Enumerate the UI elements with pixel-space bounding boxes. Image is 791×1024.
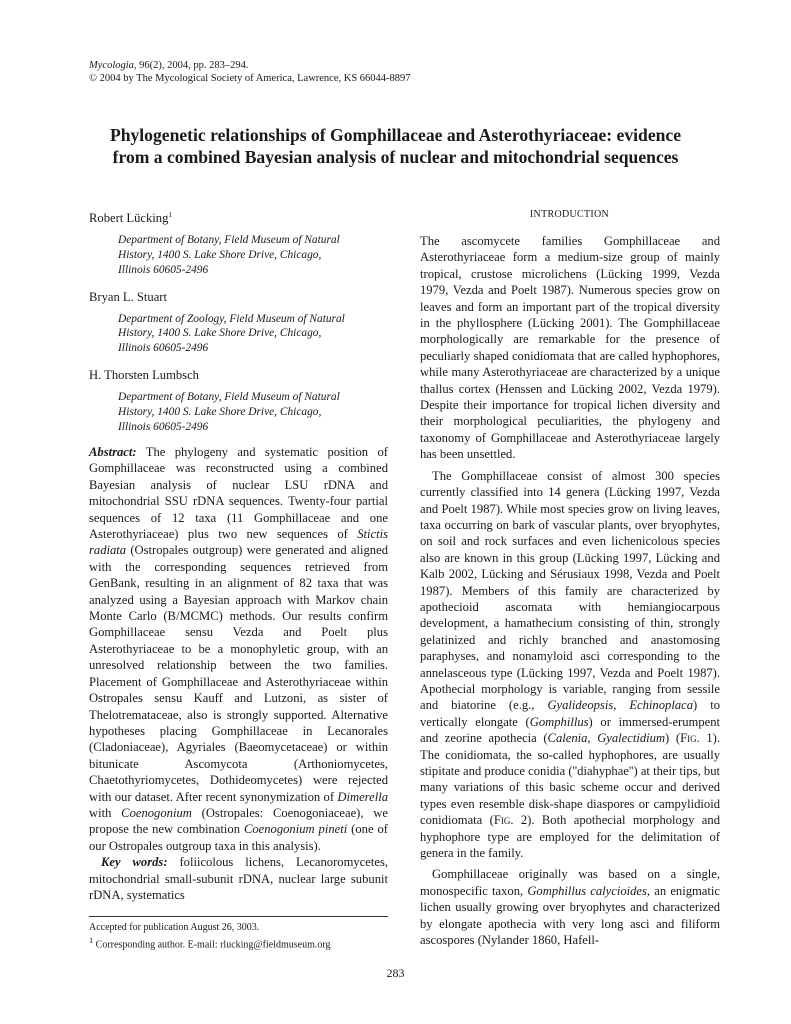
corresponding-note: $^1$ Corresponding author. E-mail: rlucking@fieldmuseum.org [89, 936, 331, 951]
abstract [89, 444, 388, 903]
introduction-text [420, 233, 720, 948]
accepted-note: Accepted for publication August 26, 3003. [89, 922, 260, 933]
abstract-text: Abstract: The phylogeny and systematic position of Gomphillaceae was reconstructed using a combined Bayesian analysis of nuclear LSU rDNA and mitochondrial SSU rDNA sequences. Twenty-four partial sequences of 12 taxa (11 Gomphillaceae and one Asterothyriaceae) plus two new sequences of Stictis radiata (Ostropales outgroup) were generated and aligned with the corresponding sequences retrieved from GenBank, resulting in an alignment of 82 taxa that was analyzed using a Bayesian approach with Markov chain Monte Carlo (B/MCMC) methods. Our results confirm Gomphillaceae sensu Vezda and Poelt plus Asterothyriaceae to be a monophyletic group, with an unresolved relationship between the two families. Placement of Gomphillaceae and Asterothyriaceae within Ostropales sensu Kauff and Lutzoni, as sister of Thelotremataceae, also is strongly supported. Alternative hypotheses placing Gomphillaceae in Lecanorales (Cladoniaceae), Agyriales (Baeomycetaceae) or within bitunicate Ascomycota (Arthoniomycetes, Chaetothyriomycetes, Dothideomycetes) were rejected with our dataset. After recent synonymization of Dimerella with Coenogonium (Ostropales: Coenogoniaceae), we propose the new combination Coenogonium pineti (one of our Ostropales outgroup taxa in this analysis). [89, 445, 388, 853]
copyright-line: © 2004 by The Mycological Society of America, Lawrence, KS 66044-8897 [89, 73, 411, 84]
key-words-label: Key words: [101, 855, 168, 870]
key-words: Key words: foliicolous lichens, Lecanoromycetes, mitochondrial small-subunit rDNA, nuclear large subunit rDNA, systematics [89, 855, 388, 902]
page-number: 283 [386, 966, 405, 980]
footnotes [89, 916, 388, 951]
author-affiliation: Department of Botany, Field Museum of Natural History, 1400 S. Lake Shore Drive, Chicago, Illinois 60605-2496 [118, 390, 340, 433]
author-block [89, 368, 389, 434]
author-name: Robert Lücking$^1$ [89, 210, 173, 226]
paragraph: The ascomycete families Gomphillaceae and Asterothyriaceae form a medium-size group of mainly tropical, crustose microlichens (Lücking 1999, Vezda 1979, Vezda and Poelt 1987). Numerous species grow on leaves and form an important part of the tropical diversity in the phyllosphere (Lücking 2001). The Gomphillaceae morphologically are remarkable for the presence of peculiarly shaped conidiomata that are called hyphophores, while many Asterothyriaceae are characterized by a unique thallus cortex (Henssen and Lücking 2002, Vezda 1979). Despite their importance for tropical lichen diversity and their morphological peculiarities, the phylogeny and taxonomy of Gomphillaceae and Asterothyriaceae largely has been unsettled. [420, 234, 720, 462]
figure-ref: Fig. 1 [680, 731, 713, 746]
section-heading: INTRODUCTION [529, 209, 610, 220]
author-affiliation: Department of Botany, Field Museum of Natural History, 1400 S. Lake Shore Drive, Chicago, Illinois 60605-2496 [118, 234, 340, 276]
author-affiliation: Department of Zoology, Field Museum of Natural History, 1400 S. Lake Shore Drive, Chicago, Illinois 60605-2496 [118, 312, 345, 355]
paragraph: The Gomphillaceae consist of almost 300 species currently classified into 14 genera (Lücking 1997, Vezda and Poelt 1987). While most species grow on living leaves, taxa occurring on bark of vascular plants, over bryophytes, on soil and rock surfaces and even lichenicolous species also are known in this group (Lücking 1997, Lücking and Kalb 2002, Lücking and Sérusiaux 1998, Vezda and Poelt 1987). Members of this family are characterized by apothecioid ascomata with hemiangiocarpous development, a hamathecium consisting of thin, strongly gelatinized and richly branched and anastomosing paraphyses, and nonamyloid asci corresponding to the annelasceous type (Lücking 1997, Vezda and Poelt 1987). Apothecial morphology is variable, ranging from sessile and biatorine (e.g., Gyalideopsis, Echinoplaca) to vertically elongate (Gomphillus) or immersed-erumpent and zeorine apothecia (Calenia, Gyalectidium) (Fig. 1). The conidiomata, the so-called hyphophores, are usually stipitate and produce conidia (''diahyphae'') at their tips, but many variations of this basic scheme occur and derived types even resemble disk-shape diaspores or campylidioid conidiomata (Fig. 2). Both apothecial morphology and hyphophore type are employed for the delimitation of genera in the family. [420, 468, 720, 861]
author-name: Bryan L. Stuart [89, 289, 167, 304]
figure-ref: Fig. 2 [493, 813, 528, 828]
author-block [89, 207, 389, 278]
journal-header [89, 59, 411, 85]
author-name: H. Thorsten Lumbsch [89, 367, 199, 382]
abstract-label: Abstract: [89, 445, 137, 459]
author-list [89, 207, 389, 446]
citation-line: Mycologia, 96(2), 2004, pp. 283–294. [89, 60, 249, 71]
paper-title: Phylogenetic relationships of Gomphillaceae and Asterothyriaceae: evidence from a combined Bayesian analysis of nuclear and mitochondrial sequences [109, 125, 682, 167]
paragraph: Gomphillaceae originally was based on a single, monospecific taxon, Gomphillus calycioides, an enigmatic lichen usually growing over bryophytes and characterized by elongate apothecia with very long asci and filiform ascospores (Nylander 1860, Hafell- [420, 867, 720, 948]
author-block [89, 290, 389, 356]
